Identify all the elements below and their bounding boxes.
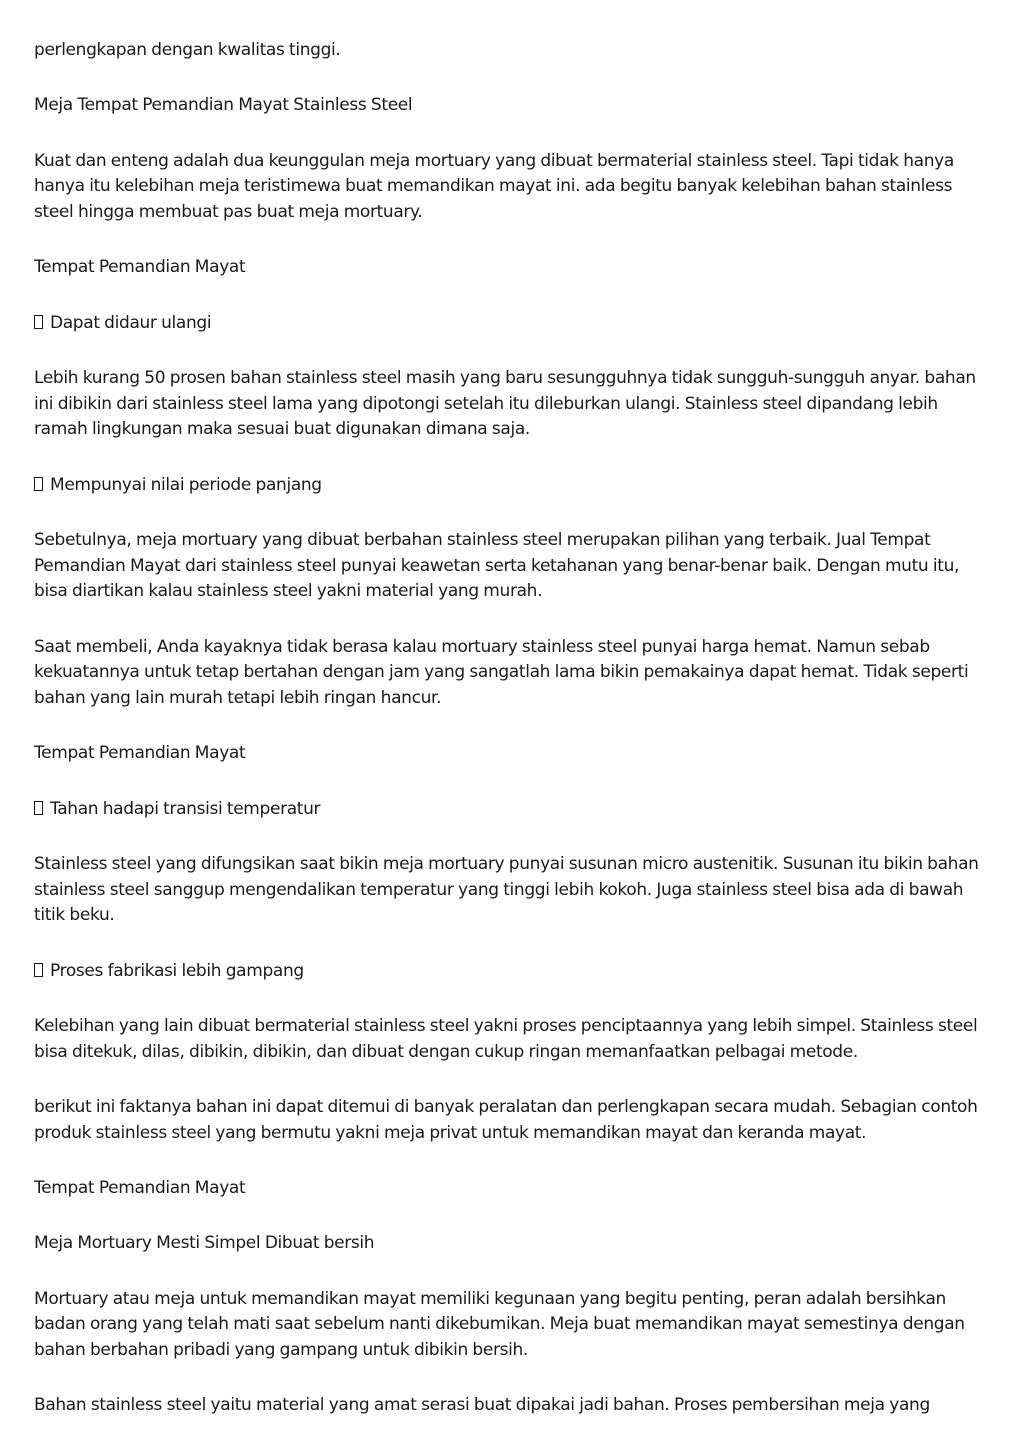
paragraph: Kuat dan enteng adalah dua keunggulan meja mortuary yang dibuat bermaterial stainless steel. Tapi tidak hanya hanya itu kelebihan meja teristimewa buat memandikan mayat ini. ada begitu banyak kelebihan bahan stainless steel hingga membuat pas buat meja mortuary. xyxy=(34,150,954,222)
missing-glyph-icon xyxy=(34,963,43,977)
section-heading: Tempat Pemandian Mayat xyxy=(34,743,246,764)
bullet-label: Proses fabrikasi lebih gampang xyxy=(50,960,304,981)
paragraph: perlengkapan dengan kwalitas tinggi. xyxy=(34,40,341,60)
bullet-item xyxy=(34,473,994,499)
bullet-item xyxy=(34,797,994,823)
section-heading: Tempat Pemandian Mayat xyxy=(34,257,246,278)
section-heading: Meja Tempat Pemandian Mayat Stainless Steel xyxy=(34,95,413,116)
paragraph: berikut ini faktanya bahan ini dapat ditemui di banyak peralatan dan perlengkapan secara mudah. Sebagian contoh produk stainless steel yang bermutu yakni meja privat untuk memandikan mayat dan keranda mayat. xyxy=(34,1097,978,1143)
section-heading: Meja Mortuary Mesti Simpel Dibuat bersih xyxy=(34,1233,375,1254)
missing-glyph-icon xyxy=(34,315,43,329)
missing-glyph-icon xyxy=(34,477,43,491)
bullet-label: Dapat didaur ulangi xyxy=(50,312,212,333)
paragraph: Lebih kurang 50 prosen bahan stainless steel masih yang baru sesungguhnya tidak sungguh-sungguh anyar. bahan ini dibikin dari stainless steel lama yang dipotongi setelah itu dileburkan ulangi. Stainless steel dipandang lebih ramah lingkungan maka sesuai buat digunakan dimana saja. xyxy=(34,368,976,440)
missing-glyph-icon xyxy=(34,801,43,815)
paragraph: Stainless steel yang difungsikan saat bikin meja mortuary punyai susunan micro austenitik. Susunan itu bikin bahan stainless steel sanggup mengendalikan temperatur yang tinggi lebih kokoh. Juga stainless steel bisa ada di bawah titik beku. xyxy=(34,854,979,926)
bullet-label: Mempunyai nilai periode panjang xyxy=(50,474,322,495)
paragraph: Mortuary atau meja untuk memandikan mayat memiliki kegunaan yang begitu penting, peran adalah bersihkan badan orang yang telah mati saat sebelum nanti dikebumikan. Meja buat memandikan mayat semestinya dengan bahan berbahan pribadi yang gampang untuk dibikin bersih. xyxy=(34,1288,965,1360)
bullet-item xyxy=(34,959,994,985)
paragraph: Bahan stainless steel yaitu material yang amat serasi buat dipakai jadi bahan. Proses pembersihan meja yang xyxy=(34,1395,930,1416)
bullet-label: Tahan hadapi transisi temperatur xyxy=(50,798,321,819)
paragraph: Saat membeli, Anda kayaknya tidak berasa kalau mortuary stainless steel punyai harga hemat. Namun sebab kekuatannya untuk tetap bertahan dengan jam yang sangatlah lama bikin pemakainya dapat hemat. Tidak seperti bahan yang lain murah tetapi lebih ringan hancur. xyxy=(34,636,969,708)
paragraph: Sebetulnya, meja mortuary yang dibuat berbahan stainless steel merupakan pilihan yang terbaik. Jual Tempat Pemandian Mayat dari stainless steel punyai keawetan serta ketahanan yang benar-benar baik. Dengan mutu itu, bisa diartikan kalau stainless steel yakni material yang murah. xyxy=(34,530,960,602)
document-body xyxy=(34,38,994,1449)
paragraph: Kelebihan yang lain dibuat bermaterial stainless steel yakni proses penciptaannya yang lebih simpel. Stainless steel bisa ditekuk, dilas, dibikin, dibikin, dan dibuat dengan cukup ringan memanfaatkan pelbagai metode. xyxy=(34,1016,978,1062)
section-heading: Tempat Pemandian Mayat xyxy=(34,1177,246,1198)
bullet-item xyxy=(34,311,994,337)
